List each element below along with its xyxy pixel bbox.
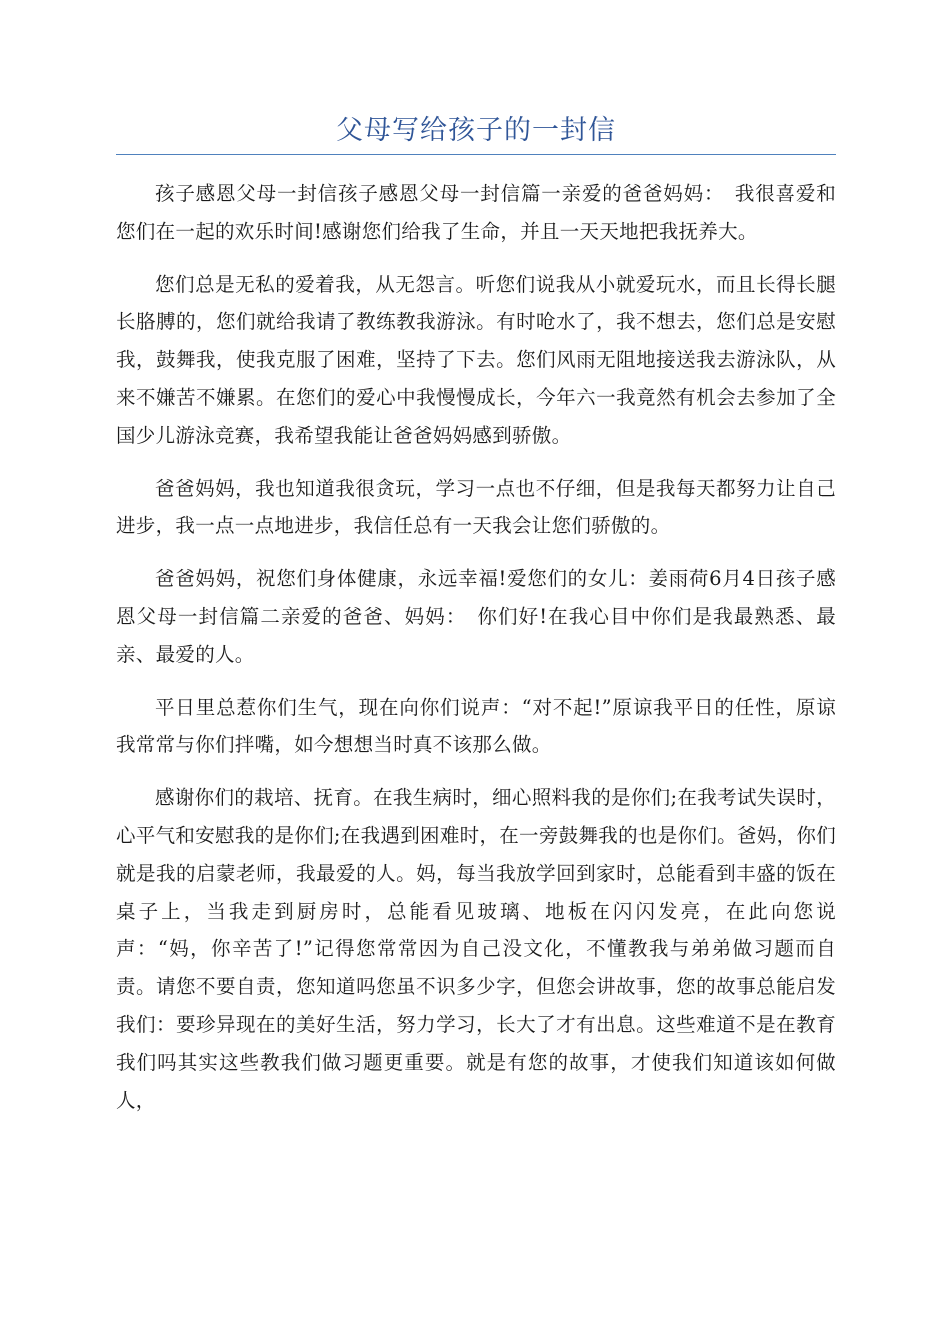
paragraph-5: 平日里总惹你们生气，现在向你们说声：“对不起!”原谅我平日的任性，原谅我常常与你们拌嘴，如今想想当时真不该那么做。 <box>116 695 836 757</box>
paragraph-6: 感谢你们的栽培、抚育。在我生病时，细心照料我的是你们;在我考试失误时，心平气和安慰我的是你们;在我遇到困难时，在一旁鼓舞我的也是你们。爸妈，你们就是我的启蒙老师，我最爱的人。妈，每当我放学回到家时，总能看到丰盛的饭在桌子上，当我走到厨房时，总能看见玻璃、地板在闪闪发亮，在此向您说声：“妈，你辛苦了!”记得您常常因为自己没文化，不懂教我与弟弟做习题而自责。请您不要自责，您知道吗您虽不识多少字，但您会讲故事，您的故事总能启发我们：要珍异现在的美好生活，努力学习，长大了才有出息。这些难道不是在教育我们吗其实这些教我们做习题更重要。就是有您的故事，才使我们知道该如何做人， <box>116 786 836 1112</box>
paragraph-4: 爸爸妈妈，祝您们身体健康，永远幸福!爱您们的女儿：姜雨荷6月4日孩子感恩父母一封信篇二亲爱的爸爸、妈妈： 你们好!在我心目中你们是我最熟悉、最亲、最爱的人。 <box>116 567 836 666</box>
paragraph-2: 您们总是无私的爱着我，从无怨言。听您们说我从小就爱玩水，而且长得长腿长胳膊的，您们就给我请了教练教我游泳。有时呛水了，我不想去，您们总是安慰我，鼓舞我，使我克服了困难，坚持了下去。您们风雨无阻地接送我去游泳队，从来不嫌苦不嫌累。在您们的爱心中我慢慢成长，今年六一我竟然有机会去参加了全国少儿游泳竞赛，我希望我能让爸爸妈妈感到骄傲。 <box>116 272 836 447</box>
document-body <box>116 175 836 1119</box>
title-underline <box>116 154 836 155</box>
document-page <box>116 108 836 1134</box>
paragraph-1: 孩子感恩父母一封信孩子感恩父母一封信篇一亲爱的爸爸妈妈： 我很喜爱和您们在一起的欢乐时间!感谢您们给我了生命，并且一天天地把我抚养大。 <box>116 182 836 243</box>
paragraph-3: 爸爸妈妈，我也知道我很贪玩，学习一点也不仔细，但是我每天都努力让自己进步，我一点一点地进步，我信任总有一天我会让您们骄傲的。 <box>116 476 836 538</box>
document-title: 父母写给孩子的一封信 <box>336 115 616 146</box>
